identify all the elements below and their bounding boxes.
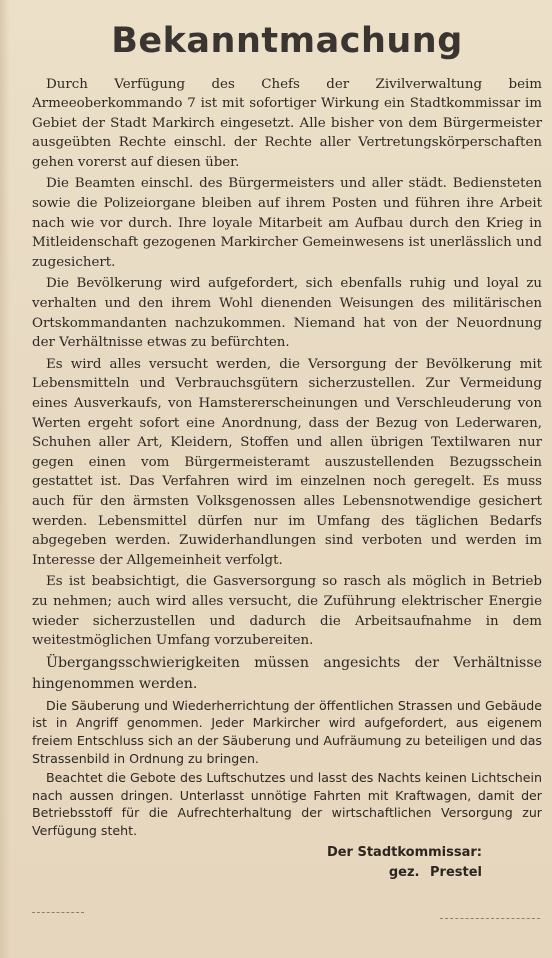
paragraph-air-raid: Beachtet die Gebote des Luftschutzes und lasst des Nachts keinen Lichtschein nach aussen dringen. Unterlasst unnötige Fahrten mit Kraftwagen, damit der Betriebsstoff für die Aufrechterhaltung der wirtschaftlichen Versorgung zur Verfügung steht. bbox=[32, 770, 542, 838]
divider-left bbox=[32, 912, 84, 913]
signature-prefix: gez. bbox=[388, 865, 420, 881]
signature-name: Prestel bbox=[430, 865, 482, 881]
signature-role: Der Stadtkommissar: bbox=[326, 845, 482, 861]
paragraph-cleanup: Die Säuberung und Wiederherrichtung der öffentlichen Strassen und Gebäude ist in Angriff genommen. Jeder Markircher wird aufgefordert, aus eigenem freiem Entschluss sich an der Säuberung und Aufräumung zu beteiligen und das Strassenbild in Ordnung zu bringen. bbox=[32, 697, 542, 766]
paragraph-population: Die Bevölkerung wird aufgefordert, sich ebenfalls ruhig und loyal zu verhalten und den ihrem Wohl dienenden Weisungen des militärischen Ortskommandanten nachzukommen. Niemand hat von der Neuordnung der Verhältnisse etwas zu befürchten. bbox=[32, 276, 542, 351]
paragraph-supply: Es wird alles versucht werden, die Versorgung der Bevölkerung mit Lebensmitteln und Verbrauchsgütern sicherzustellen. Zur Vermeidung eines Ausverkaufs, von Hamstererscheinungen und Verschleuderung von Werten ergeht sofort eine Anordnung, dass der Bezug von Lederwaren, Schuhen aller Art, Kleidern, Stoffen und allen übrigen Textilwaren nur gegen einen vom Bürgermeisteramt auszustellenden Bezugsschein gestattet ist. Das Verfahren wird im einzelnen noch geregelt. Es muss auch für den ärmsten Volksgenossen alles Lebensnotwendige gesichert werden. Lebensmittel dürfen nur im Umfang des täglichen Bedarfs abgegeben werden. Zuwiderhandlungen sind verboten und werden im Interesse der Allgemeinheit verfolgt. bbox=[32, 356, 542, 568]
divider-right bbox=[440, 918, 540, 919]
paragraph-transition: Übergangsschwierigkeiten müssen angesichts der Verhältnisse hingenommen werden. bbox=[32, 654, 542, 692]
page-title: Bekanntmachung bbox=[111, 21, 463, 61]
paragraph-appointment: Durch Verfügung des Chefs der Zivilverwaltung beim Armeeoberkommando 7 ist mit sofortiger Wirkung ein Stadtkommissar im Gebiet der Stadt Markirch eingesetzt. Alle bisher von dem Bürgermeister ausgeübten Rechte einschl. der Rechte aller Vertretungskörperschaften gehen vorerst auf diesen über. bbox=[32, 76, 542, 170]
paragraph-gas-electricity: Es ist beabsichtigt, die Gasversorgung so rasch als möglich in Betrieb zu nehmen; auch wird alles versucht, die Zuführung elektrischer Energie wieder sicherzustellen und dadurch die Arbeitsaufnahme in dem weitestmöglichen Umfang vorzubereiten. bbox=[32, 574, 542, 649]
paragraph-officials: Die Beamten einschl. des Bürgermeisters und aller städt. Bediensteten sowie die Polizeiorgane bleiben auf ihrem Posten und führen ihre Arbeit nach wie vor durch. Ihre loyale Mitarbeit am Aufbau durch den Krieg in Mitleidenschaft gezogenen Markircher Gemeinwesens ist unerlässlich und zugesichert. bbox=[32, 176, 542, 270]
signature-line bbox=[32, 863, 482, 883]
signature-block bbox=[32, 843, 542, 883]
